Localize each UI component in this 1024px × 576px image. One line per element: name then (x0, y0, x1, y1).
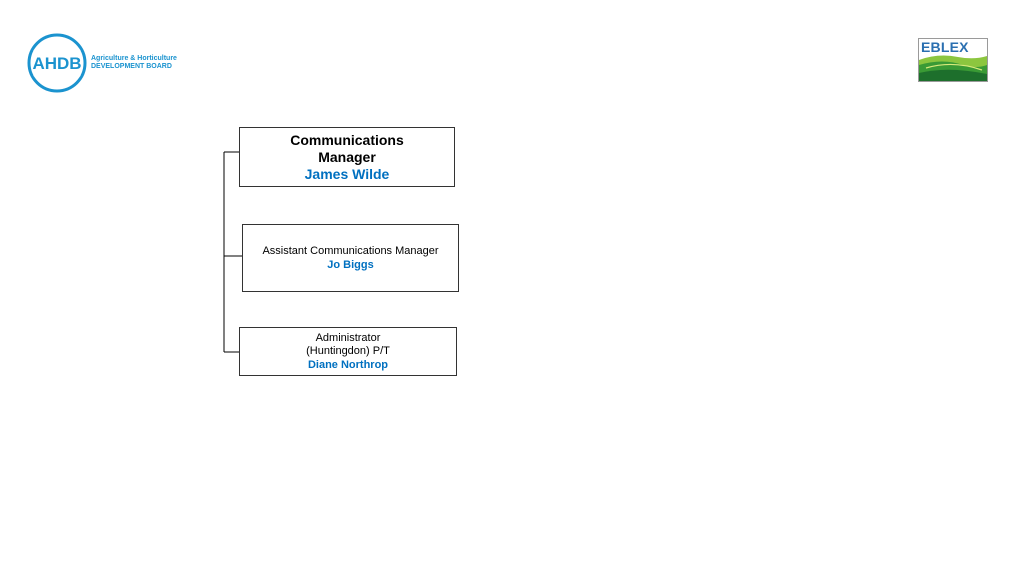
admin-name: Diane Northrop (307, 358, 389, 371)
manager-role-line1: Communications (290, 131, 404, 148)
org-box-assistant-communications-manager (242, 224, 459, 292)
assistant-role: Assistant Communications Manager (262, 244, 439, 257)
svg-text:AHDB: AHDB (32, 54, 82, 73)
ahdb-subtitle-line1: Agriculture & Horticulture (91, 55, 177, 62)
org-box-communications-manager (239, 127, 455, 187)
eblex-wordmark: EBLEX (921, 39, 969, 55)
manager-role-line2: Manager (318, 148, 376, 165)
admin-role-line2: (Huntingdon) P/T (306, 344, 390, 357)
admin-role-line1: Administrator (315, 331, 381, 344)
manager-name: James Wilde (304, 165, 390, 182)
org-box-administrator (239, 327, 457, 376)
assistant-name: Jo Biggs (327, 258, 374, 271)
ahdb-subtitle-line2: DEVELOPMENT BOARD (91, 63, 172, 70)
